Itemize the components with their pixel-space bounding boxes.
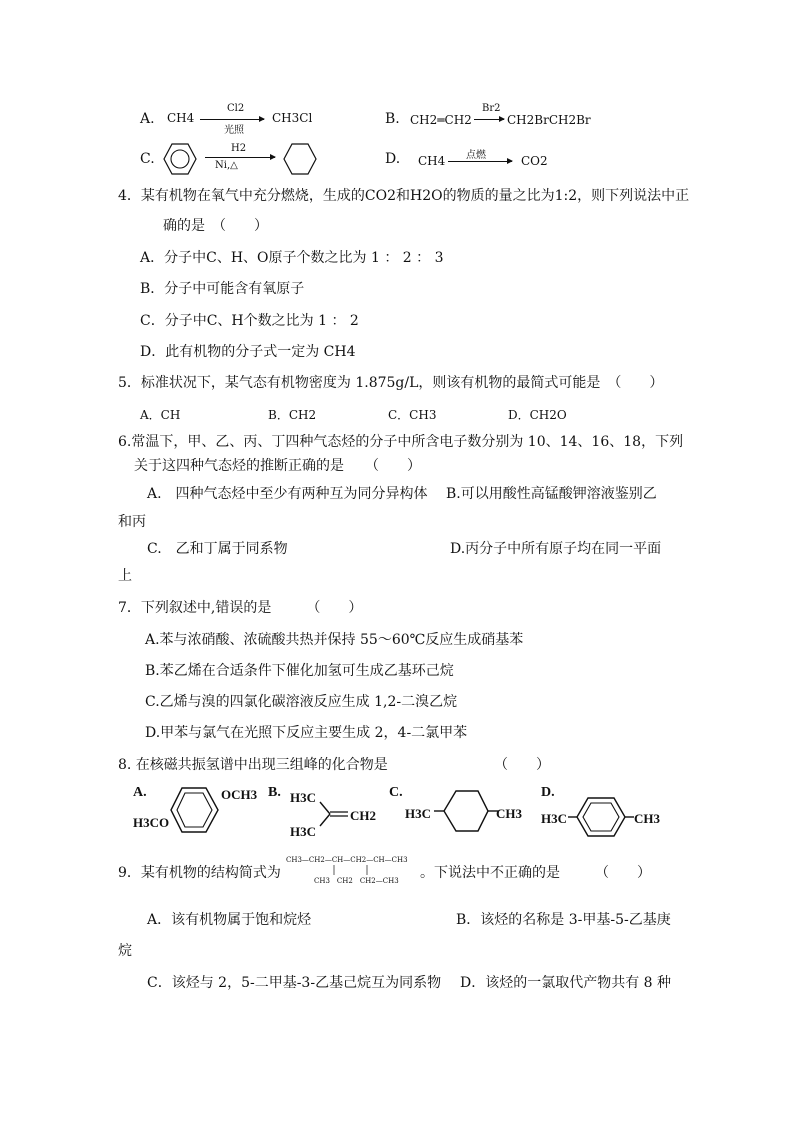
product: CH2BrCH2Br <box>507 113 591 127</box>
option-b-group-2: H3C <box>290 824 316 839</box>
option-d: D.甲苯与氯气在光照下反应主要生成 2，4-二氯甲苯 <box>145 725 468 741</box>
option-c-group-1: H3C <box>405 806 431 821</box>
question-stem: 4．某有机物在氧气中充分燃烧，生成的CO2和H2O的物质的量之比为1:2，则下列说法中正 <box>118 188 690 204</box>
reactant: CH4 <box>167 111 195 125</box>
reaction-arrow <box>200 119 264 120</box>
question-stem-prefix: 9．某有机物的结构简式为 <box>118 865 281 881</box>
question-stem: 7．下列叙述中,错误的是 （ ） <box>118 600 363 616</box>
option-b-label: B. <box>268 785 281 800</box>
option-d: D．该烃的一氯取代产物共有 8 种 <box>460 975 672 991</box>
option-d-label: D. <box>541 785 555 800</box>
option-d-benzene <box>568 796 634 838</box>
option-b: B．分子中可能含有氧原子 <box>140 281 305 297</box>
option-a-benzene <box>170 786 220 834</box>
option-b-group-1: H3C <box>290 790 316 805</box>
reaction-arrow <box>205 157 275 158</box>
question-stem: 5．标准状况下，某气态有机物密度为 1.875g/L，则该有机物的最简式可能是 （ ） <box>118 375 664 391</box>
formula-branch-bonds <box>330 864 390 876</box>
option-b: B.苯乙烯在合适条件下催化加氢可生成乙基环己烷 <box>145 663 454 679</box>
option-d-group-2: CH3 <box>634 811 660 826</box>
option-label: C. <box>140 151 155 167</box>
option-b-group-3: CH2 <box>350 808 376 823</box>
question-stem-cont: 关于这四种气态烃的推断正确的是 （ ） <box>134 458 421 474</box>
reactant: CH4 <box>418 154 446 168</box>
option-d-cont: 上 <box>118 568 132 584</box>
option-label: B. <box>385 111 400 127</box>
option-c: C．分子中C、H个数之比为 1 ： 2 <box>140 313 359 329</box>
reactant: CH2═CH2 <box>410 113 472 127</box>
option-a: A．该有机物属于饱和烷烃 <box>147 912 312 928</box>
option-b-cont: 烷 <box>118 943 132 959</box>
cyclohexane-ring <box>283 143 317 175</box>
reagent-top: H2 <box>231 143 247 154</box>
option-a: A.苯与浓硝酸、浓硫酸共热并保持 55～60℃反应生成硝基苯 <box>145 632 524 648</box>
reagent-bottom: Ni,△ <box>215 160 238 171</box>
option-d: D．此有机物的分子式一定为 CH4 <box>140 344 356 360</box>
option-a: A．CH <box>140 408 181 422</box>
option-b-bonds <box>318 796 348 832</box>
reagent-bottom: 光照 <box>224 125 244 136</box>
structural-formula-main: CH3—CH2—CH—CH2—CH—CH3 <box>286 856 408 864</box>
reagent-top: Br2 <box>482 103 501 114</box>
option-b: B．该烃的名称是 3-甲基-5-乙基庚 <box>456 912 671 928</box>
question-stem-suffix: 。下说法中不正确的是 （ ） <box>420 865 651 881</box>
option-c: C．CH3 <box>388 408 437 422</box>
option-a-group-2: H3CO <box>133 815 170 830</box>
option-c: C.乙烯与溴的四氯化碳溶液反应生成 1,2-二溴乙烷 <box>145 694 458 710</box>
option-b-cont: 和丙 <box>118 514 146 530</box>
question-stem: 8. 在核磁共振氢谱中出现三组峰的化合物是 <box>118 757 388 773</box>
option-a: A．分子中C、H、O原子个数之比为 1 ： 2 ： 3 <box>140 250 444 266</box>
option-c-group-2: CH3 <box>496 806 522 821</box>
option-a: A. 四种气态烃中至少有两种互为同分异构体 <box>147 486 428 502</box>
structural-formula-branches: CH3 CH2 CH2—CH3 <box>314 877 399 885</box>
option-label: D. <box>385 151 401 167</box>
product: CO2 <box>521 154 548 168</box>
option-c: C. 乙和丁属于同系物 <box>147 541 288 557</box>
option-d: D.丙分子中所有原子均在同一平面 <box>450 541 662 557</box>
reaction-arrow <box>474 119 504 120</box>
reagent-top: Cl2 <box>227 103 245 114</box>
question-stem: 6.常温下，甲、乙、丙、丁四种气态烃的分子中所含电子数分别为 10、14、16、18，下列 <box>118 434 684 450</box>
option-c-cyclohexane <box>434 789 498 833</box>
option-b: B．CH2 <box>268 408 317 422</box>
option-b: B.可以用酸性高锰酸钾溶液鉴别乙 <box>446 486 657 502</box>
question-stem-cont: 确的是 （ ） <box>163 218 268 234</box>
benzene-ring <box>163 143 197 175</box>
product: CH3Cl <box>272 111 313 125</box>
reagent-top: 点燃 <box>466 150 486 161</box>
option-d: D．CH2O <box>508 408 567 422</box>
option-c: C．该烃与 2，5-二甲基-3-乙基己烷互为同系物 <box>147 975 442 991</box>
option-label: A. <box>140 111 155 127</box>
option-d-group-1: H3C <box>541 811 567 826</box>
reaction-arrow <box>448 161 512 162</box>
option-c-label: C. <box>389 785 403 800</box>
option-a-label: A. <box>133 785 147 800</box>
answer-bracket: （ ） <box>494 757 550 773</box>
option-a-group-1: OCH3 <box>221 787 258 802</box>
